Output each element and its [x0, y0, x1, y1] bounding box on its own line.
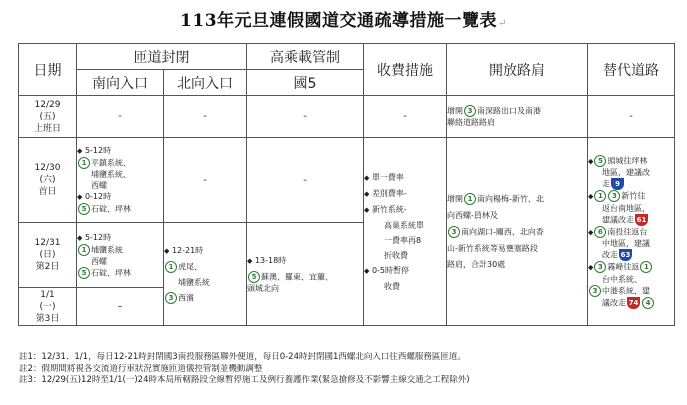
header-north-entrance: 北向入口: [164, 70, 247, 96]
freeway-6-icon: 6: [594, 226, 606, 238]
alt-text: 議改走: [602, 298, 626, 307]
date-cell-0101: [19, 288, 77, 326]
freeway-3-icon: 3: [464, 105, 476, 117]
header-hov-sub: 國5: [247, 70, 364, 96]
header-hov: 高乘載管制: [247, 44, 364, 70]
bullet-icon: ◆: [364, 266, 370, 275]
add-text: 增開: [447, 106, 463, 116]
freeway-1-icon: 1: [640, 261, 652, 273]
header-south-entrance: 南向入口: [77, 70, 164, 96]
ramp-text: 石碇、坪林: [91, 204, 131, 214]
date-cell-1231: [19, 223, 77, 288]
provincial-74-icon: 74: [628, 298, 639, 307]
alt-text: 建議改走: [602, 215, 634, 224]
freeway-3-icon: 3: [594, 261, 606, 273]
table-row: [19, 138, 675, 223]
ramp-text: 西螺: [91, 256, 107, 266]
south-cell-0101: –: [77, 288, 164, 326]
north-cell-holiday: [164, 223, 247, 326]
provincial-9-icon: 9: [611, 178, 624, 190]
weekday-text: (五): [39, 111, 56, 122]
title-text: 113年元旦連假國道交通疏導措施一覽表: [180, 11, 498, 31]
time-text: 5-12時: [84, 146, 112, 155]
shoulder-text: 南向楊梅-新竹、北: [477, 194, 544, 204]
add-text: 增開: [447, 194, 463, 204]
toll-text: 單一費率: [371, 172, 404, 182]
shoulder-text: 路肩，合計30處: [447, 260, 506, 269]
shoulder-text: 聯絡道路路肩: [447, 118, 495, 127]
note-2: 註2：假期間將視各交流道行車狀況實施匝道儀控管制並機動調整: [19, 363, 263, 374]
day-label: 第3日: [35, 313, 60, 324]
ramp-text: 西螺: [91, 181, 107, 190]
header-toll: 收費措施: [364, 44, 447, 96]
weekday-text: (一): [39, 301, 56, 312]
freeway-5-icon: 5: [594, 155, 606, 167]
toll-cell-holiday: [364, 138, 447, 326]
date-text: 12/30: [34, 163, 61, 173]
date-text: 1/1: [40, 289, 55, 300]
shoulder-text: 南向湖口-關西、北向香: [461, 227, 544, 237]
freeway-3-icon: 3: [608, 190, 620, 202]
alt-cell-holiday: [588, 138, 675, 326]
freeway-1-icon: 1: [78, 157, 90, 169]
provincial-63-icon: 63: [620, 251, 631, 259]
bullet-icon: ◆: [588, 192, 594, 201]
alt-text: 地區，建議改: [602, 168, 650, 177]
bullet-icon: ◆: [588, 157, 594, 165]
header-shoulder: 開放路肩: [447, 44, 588, 96]
alt-text: 頭城往坪林: [607, 156, 648, 165]
day-label: 第2日: [35, 262, 60, 272]
hov-cell-holiday: [247, 223, 364, 326]
alt-text: 中港系統，建: [602, 286, 650, 295]
page-title: [0, 6, 687, 31]
measures-table: [18, 43, 675, 326]
toll-text: 一費率再8: [384, 235, 422, 245]
bullet-icon: ◆: [364, 173, 370, 182]
bullet-icon: ◆: [77, 193, 83, 201]
south-cell-1230: [77, 138, 164, 223]
alt-cell-1229: -: [588, 96, 675, 138]
weekday-text: (六): [39, 175, 56, 185]
freeway-3-icon: 3: [589, 285, 601, 297]
shoulder-text: 南深路出口及南港: [477, 106, 541, 116]
time-text: 13-18時: [254, 255, 287, 265]
freeway-3-icon: 3: [165, 292, 177, 304]
bullet-icon: ◆: [364, 189, 370, 198]
bullet-icon: ◆: [77, 147, 83, 155]
alt-text: 南投往返台: [607, 227, 648, 236]
toll-text: 折收費: [384, 250, 408, 260]
alt-text: 中地區，建議: [602, 239, 650, 248]
day-label: 首日: [38, 187, 57, 197]
bullet-icon: ◆: [364, 205, 370, 214]
bullet-icon: ◆: [588, 263, 594, 272]
toll-cell-1229: -: [364, 96, 447, 138]
toll-text: 高巢系統單: [384, 220, 424, 230]
note-1: 註1：12/31、1/1，每日12-21時封閉國3南投服務區聯外便道，每日0-24時封閉國1西螺北向入口往西螺服務區匝道。: [19, 352, 466, 362]
freeway-3-icon: 3: [448, 226, 460, 238]
north-cell-1229: -: [164, 96, 247, 138]
alt-text: 台中系統、: [602, 274, 642, 284]
time-text: 12-21時: [171, 245, 204, 255]
south-cell-1229: -: [77, 96, 164, 138]
shoulder-cell-1229: [447, 96, 588, 138]
freeway-1-icon: 1: [78, 244, 90, 256]
shoulder-text: 山-新竹系統等易壅塞路段: [447, 244, 538, 253]
return-mark-icon: ↵: [498, 18, 507, 29]
ramp-text: 埔鹽系統、: [91, 170, 131, 179]
freeway-4-icon: 4: [642, 297, 654, 309]
hov-cell-1230: -: [247, 138, 364, 223]
time-text: 5-12時: [84, 232, 112, 242]
ramp-text: 平鎮系統、: [91, 158, 131, 168]
weekday-text: (日): [39, 250, 56, 260]
header-alternative: 替代道路: [588, 44, 675, 96]
shoulder-text: 向西螺-員林及: [447, 211, 498, 220]
bullet-icon: ◆: [77, 233, 83, 242]
hov-text: 蘇澳、羅東、宜蘭、: [261, 272, 333, 281]
freeway-1-icon: 1: [594, 190, 606, 202]
provincial-61-icon: 61: [636, 215, 647, 224]
north-cell-1230: -: [164, 138, 247, 223]
toll-text: 0-5時暫停: [371, 265, 410, 275]
ramp-text: 埔鹽系統: [178, 277, 210, 287]
date-cell-1229: [19, 96, 77, 138]
alt-text: 改走: [602, 250, 618, 260]
bullet-icon: ◆: [164, 246, 170, 255]
alt-text: 走: [602, 179, 610, 189]
day-label: 上班日: [33, 123, 61, 134]
south-cell-1231: [77, 223, 164, 288]
bullet-icon: ◆: [247, 256, 253, 265]
alt-text: 霧峰往返: [607, 262, 640, 272]
date-text: 12/31: [34, 238, 61, 248]
shoulder-cell-holiday: [447, 138, 588, 326]
ramp-text: 埔鹽系統: [91, 245, 123, 254]
alt-text: 新竹往: [621, 191, 646, 201]
freeway-5-icon: 5: [78, 267, 90, 279]
date-text: 12/29: [34, 99, 61, 110]
hov-cell-1229: -: [247, 96, 364, 138]
header-date: 日期: [19, 44, 77, 96]
toll-text: 差別費率-: [371, 188, 407, 198]
time-text: 0-12時: [84, 192, 112, 201]
header-ramp-closure: 匝道封閉: [77, 44, 247, 70]
table-row: [19, 96, 675, 138]
hov-text: 頭城北向: [247, 283, 279, 293]
note-3: 註3：12/29(五)12時至1/1(一)24時本局所轄路段全線暫停施工及例行養護作業(緊急搶修及不影響主線交通之工程除外): [19, 375, 470, 385]
ramp-text: 石碇、坪林: [91, 268, 131, 277]
notes-section: [19, 352, 673, 387]
date-cell-1230: [19, 138, 77, 223]
freeway-1-icon: 1: [165, 261, 177, 273]
ramp-text: 虎尾、: [178, 262, 202, 271]
bullet-icon: ◆: [588, 228, 594, 236]
freeway-5-icon: 5: [78, 203, 90, 215]
toll-text: 新竹系統-: [371, 204, 407, 214]
ramp-text: 西濱: [178, 293, 194, 302]
toll-text: 收費: [384, 281, 400, 291]
alt-text: 返台南地區，: [602, 203, 650, 213]
freeway-1-icon: 1: [464, 193, 476, 205]
freeway-5-icon: 5: [248, 271, 260, 283]
